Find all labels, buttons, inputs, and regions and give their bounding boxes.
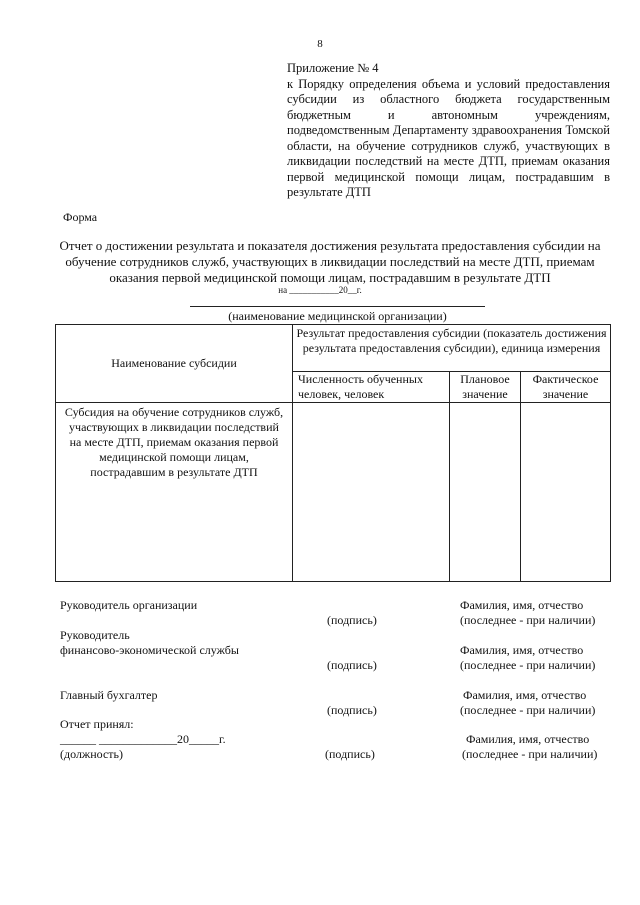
header-planned-value: Плановое значение — [450, 372, 521, 403]
cell-actual-value[interactable] — [521, 403, 611, 582]
signature-label: (подпись) — [327, 703, 377, 717]
full-name-label: Фамилия, имя, отчество — [466, 732, 590, 746]
full-name-note: (последнее - при наличии) — [460, 658, 596, 672]
full-name-label: Фамилия, имя, отчество — [460, 598, 584, 612]
report-table — [55, 324, 611, 582]
page-number: 8 — [317, 38, 323, 50]
header-trained-count: Численность обученных человек, человек — [293, 372, 450, 403]
signature-label: (подпись) — [325, 747, 375, 761]
organization-underline — [190, 306, 485, 307]
position-label: (должность) — [60, 747, 123, 761]
table-header-row — [56, 325, 611, 372]
report-title: Отчет о достижении результата и показателя достижения результата предоставления субсидии на обучение сотрудников служб, участвующих в ликвидации последствий на месте ДТП, приемам оказания первой медицинской помощи лицам, пострадавшим в результате ДТП — [59, 238, 601, 285]
appendix-block — [287, 61, 610, 201]
header-result-group: Результат предоставления субсидии (показатель достижения результата предоставления субсидии), единица измерения — [293, 325, 611, 372]
accepted-by-label: Отчет принял: — [60, 717, 134, 731]
chief-accountant-label: Главный бухгалтер — [60, 688, 158, 702]
full-name-note: (последнее - при наличии) — [460, 613, 596, 627]
full-name-note: (последнее - при наличии) — [460, 703, 596, 717]
report-date-line: на ___________20__г. — [278, 285, 362, 295]
cell-trained-count[interactable] — [293, 403, 450, 582]
cell-planned-value[interactable] — [450, 403, 521, 582]
table-row — [56, 403, 611, 582]
signature-label: (подпись) — [327, 658, 377, 672]
full-name-note: (последнее - при наличии) — [462, 747, 598, 761]
cell-subsidy-name: Субсидия на обучение сотрудников служб, участвующих в ликвидации последствий на месте ДТП, приемам оказания первой медицинской помощи лицам, пострадавшим в результате ДТП — [56, 403, 293, 582]
form-label: Форма — [63, 210, 98, 224]
head-of-organization-label: Руководитель организации — [60, 598, 198, 612]
accepted-date-line: ______ _____________20_____г. — [60, 732, 226, 746]
appendix-title: Приложение № 4 — [287, 61, 379, 75]
full-name-label: Фамилия, имя, отчество — [460, 643, 584, 657]
organization-label: (наименование медицинской организации) — [228, 309, 447, 323]
head-finance-label-line2: финансово-экономической службы — [60, 643, 239, 657]
header-subsidy-name: Наименование субсидии — [56, 325, 293, 403]
head-finance-label-line1: Руководитель — [60, 628, 130, 642]
full-name-label: Фамилия, имя, отчество — [463, 688, 587, 702]
signature-label: (подпись) — [327, 613, 377, 627]
appendix-body: к Порядку определения объема и условий предоставления субсидии из областного бюджета государственным бюджетным и автономным учреждениям, подведомственным Департаменту здравоохранения Томской области, на обучение сотрудников служб, участвующих в ликвидации последствий на месте ДТП, приемам оказания первой медицинской помощи лицам, пострадавшим в результате ДТП — [287, 76, 610, 199]
header-actual-value: Фактическое значение — [521, 372, 611, 403]
